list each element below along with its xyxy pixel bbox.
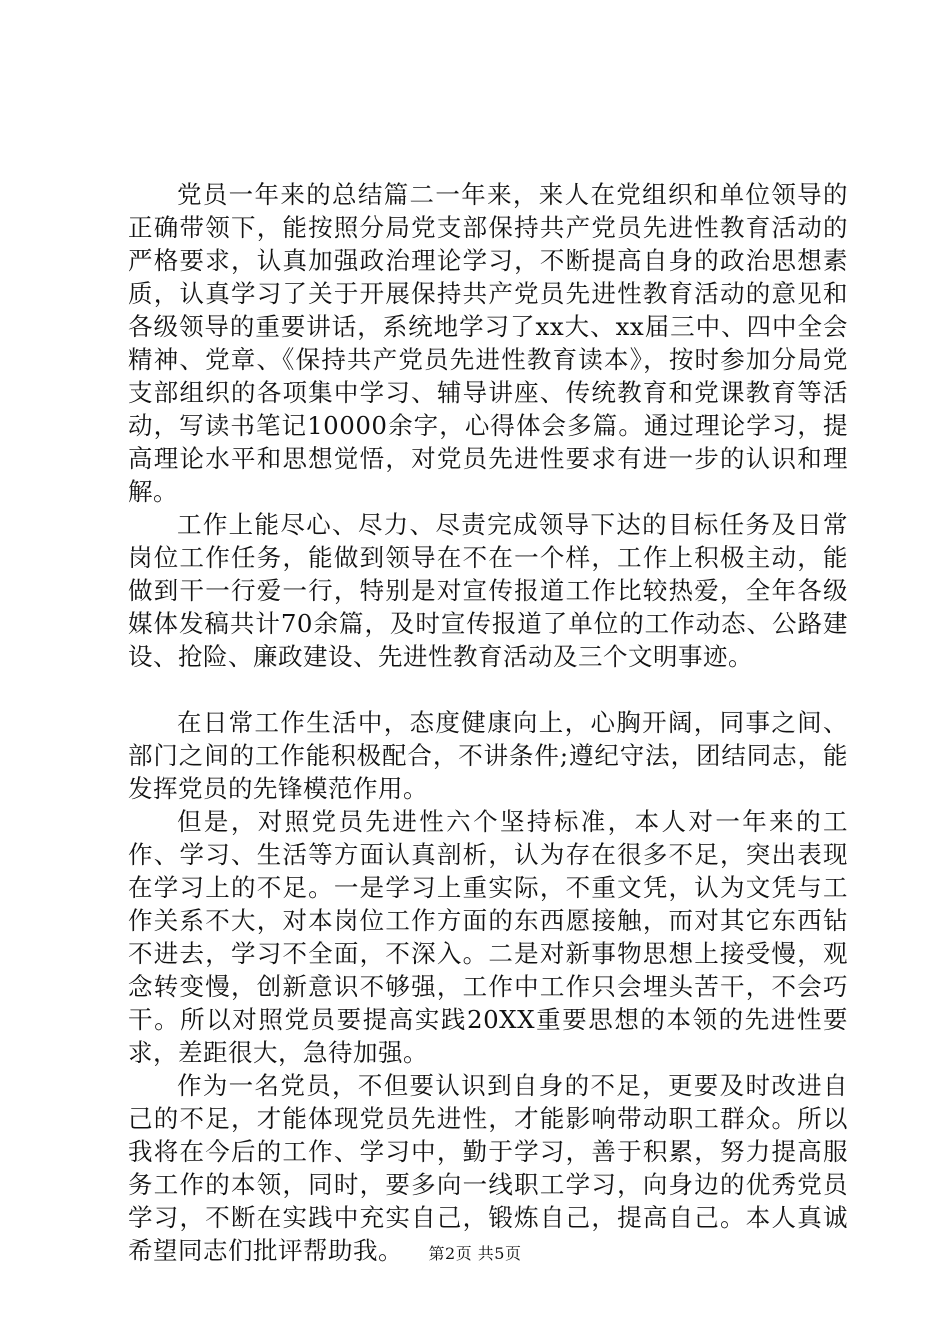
paragraph-3: 在日常工作生活中，态度健康向上，心胸开阔，同事之间、部门之间的工作能积极配合，不讲条件;遵纪守法，团结同志，能发挥党员的先锋模范作用。 — [128, 708, 848, 803]
paragraph-spacer — [128, 673, 848, 706]
paragraph-4: 但是，对照党员先进性六个坚持标准，本人对一年来的工作、学习、生活等方面认真剖析，认为存在很多不足，突出表现在学习上的不足。一是学习上重实际，不重文凭，认为文凭与工作关系不大，对本岗位工作方面的东西愿接触，而对其它东西钻不进去，学习不全面，不深入。二是对新事物思想上接受慢，观念转变慢，创新意识不够强，工作中工作只会埋头苦干，不会巧干。所以对照党员要提高实践20XX重要思想的本领的先进性要求，差距很大，急待加强。 — [128, 807, 848, 1067]
document-body — [128, 178, 848, 1267]
page-number-footer: 第2页 共5页 — [428, 1244, 522, 1263]
paragraph-1: 党员一年来的总结篇二一年来，来人在党组织和单位领导的正确带领下，能按照分局党支部保持共产党员先进性教育活动的严格要求，认真加强政治理论学习，不断提高自身的政治思想素质，认真学习了关于开展保持共产党员先进性教育活动的意见和各级领导的重要讲话，系统地学习了xx大、xx届三中、四中全会精神、党章、《保持共产党员先进性教育读本》，按时参加分局党支部组织的各项集中学习、辅导讲座、传统教育和党课教育等活动，写读书笔记10000余字，心得体会多篇。通过理论学习，提高理论水平和思想觉悟，对党员先进性要求有进一步的认识和理解。 — [128, 180, 848, 506]
paragraph-2: 工作上能尽心、尽力、尽责完成领导下达的目标任务及日常岗位工作任务，能做到领导在不在一个样，工作上积极主动，能做到干一行爱一行，特别是对宣传报道工作比较热爱，全年各级媒体发稿共计70余篇，及时宣传报道了单位的工作动态、公路建设、抢险、廉政建设、先进性教育活动及三个文明事迹。 — [128, 510, 848, 671]
paragraph-5: 作为一名党员，不但要认识到自身的不足，更要及时改进自己的不足，才能体现党员先进性，才能影响带动职工群众。所以我将在今后的工作、学习中，勤于学习，善于积累，努力提高服务工作的本领，同时，要多向一线职工学习，向身边的优秀党员学习，不断在实践中充实自己，锻炼自己，提高自己。本人真诚希望同志们批评帮助我。 — [128, 1071, 848, 1265]
